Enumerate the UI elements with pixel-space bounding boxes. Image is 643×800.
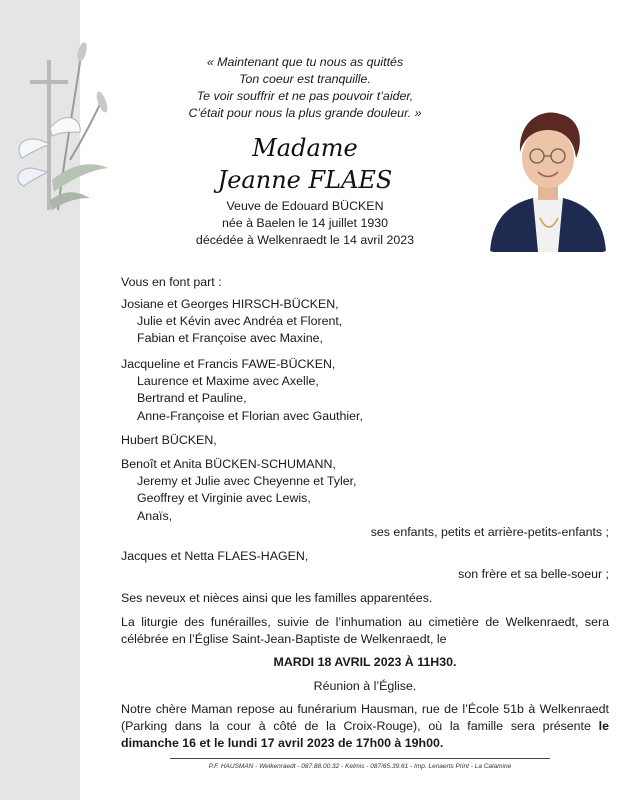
funeral-block [121, 614, 609, 648]
deceased-name-block [180, 132, 430, 196]
children-caption-block [121, 524, 609, 541]
sibling-caption: son frère et sa belle-soeur ; [458, 567, 609, 581]
family-member: Laurence et Maxime avec Axelle, [137, 374, 319, 389]
funeral-text: La liturgie des funérailles, suivie de l’inhumation au cimetière de Welkenraedt, sera célébrée en l’Église Saint-Jean-Baptiste de Welkenraedt, le [121, 615, 609, 647]
family-member: Jeremy et Julie avec Cheyenne et Tyler, [137, 474, 357, 489]
family-head: Hubert BÜCKEN, [121, 433, 217, 447]
family-group-2 [121, 356, 609, 425]
family-group-3 [121, 432, 609, 449]
family-member: Anaïs, [137, 508, 173, 523]
announcement-intro [121, 274, 609, 291]
meeting-block [121, 678, 609, 695]
funeral-date-block [121, 654, 609, 671]
intro-line: Vous en font part : [121, 275, 222, 289]
family-head: Benoît et Anita BÜCKEN-SCHUMANN, [121, 457, 336, 471]
visitation-info: Notre chère Maman repose au funérarium Hausman, rue de l’École 51b à Welkenraedt (Parking dans la cour à côté de la Croix-Rouge), où la famille sera présente [121, 702, 609, 734]
visitation-block [121, 701, 609, 753]
lily-cross-illustration [10, 40, 120, 220]
family-group-4 [121, 456, 609, 525]
children-caption: ses enfants, petits et arrière-petits-enfants ; [370, 525, 609, 539]
quote-line: Te voir souffrir et ne pas pouvoir t’aider, [196, 89, 414, 103]
family-head: Jacqueline et Francis FAWE-BÜCKEN, [121, 357, 336, 371]
quote-line: Ton coeur est tranquille. [239, 72, 371, 86]
birth-info: née à Baelen le 14 juillet 1930 [221, 216, 389, 230]
death-info: décédée à Welkenraedt le 14 avril 2023 [195, 233, 415, 247]
quote-line: « Maintenant que tu nous as quittés [206, 55, 404, 69]
family-group-1 [121, 296, 609, 348]
printer-footer: P.F. HAUSMAN - Welkenraedt - 087.88.00.32 - Kelmis - 087/65.39.61 - Imp. Lenaerts Print - La Calamine [208, 763, 512, 770]
family-member: Fabian et Françoise avec Maxine, [137, 331, 323, 346]
sibling-line: Jacques et Netta FLAES-HAGEN, [121, 549, 309, 563]
family-member: Bertrand et Pauline, [137, 391, 247, 406]
quote-line: C’était pour nous la plus grande douleur. » [188, 106, 422, 120]
sibling-block [121, 548, 609, 565]
memorial-quote [150, 54, 460, 122]
deceased-title: Madame [252, 134, 358, 162]
family-head: Josiane et Georges HIRSCH-BÜCKEN, [121, 297, 339, 311]
relatives-line: Ses neveux et nièces ainsi que les familles apparentées. [121, 591, 433, 605]
sibling-caption-block [121, 566, 609, 583]
visitation-times: le dimanche 16 et le lundi 17 avril 2023 de 17h00 à 19h00. [121, 719, 609, 751]
family-member: Anne-Françoise et Florian avec Gauthier, [137, 408, 363, 423]
family-member: Geoffrey et Virginie avec Lewis, [137, 491, 311, 506]
funeral-date: MARDI 18 AVRIL 2023 À 11H30. [273, 655, 457, 669]
visitation-text [121, 701, 609, 753]
portrait-photo [488, 100, 608, 252]
footer-divider [170, 758, 550, 759]
meeting-line: Réunion à l’Église. [313, 679, 417, 693]
relatives-block [121, 590, 609, 607]
deceased-name: Jeanne FLAES [217, 166, 393, 194]
widow-of: Veuve de Edouard BÜCKEN [226, 199, 384, 213]
deceased-details [160, 198, 450, 249]
family-member: Julie et Kévin avec Andréa et Florent, [137, 314, 343, 329]
